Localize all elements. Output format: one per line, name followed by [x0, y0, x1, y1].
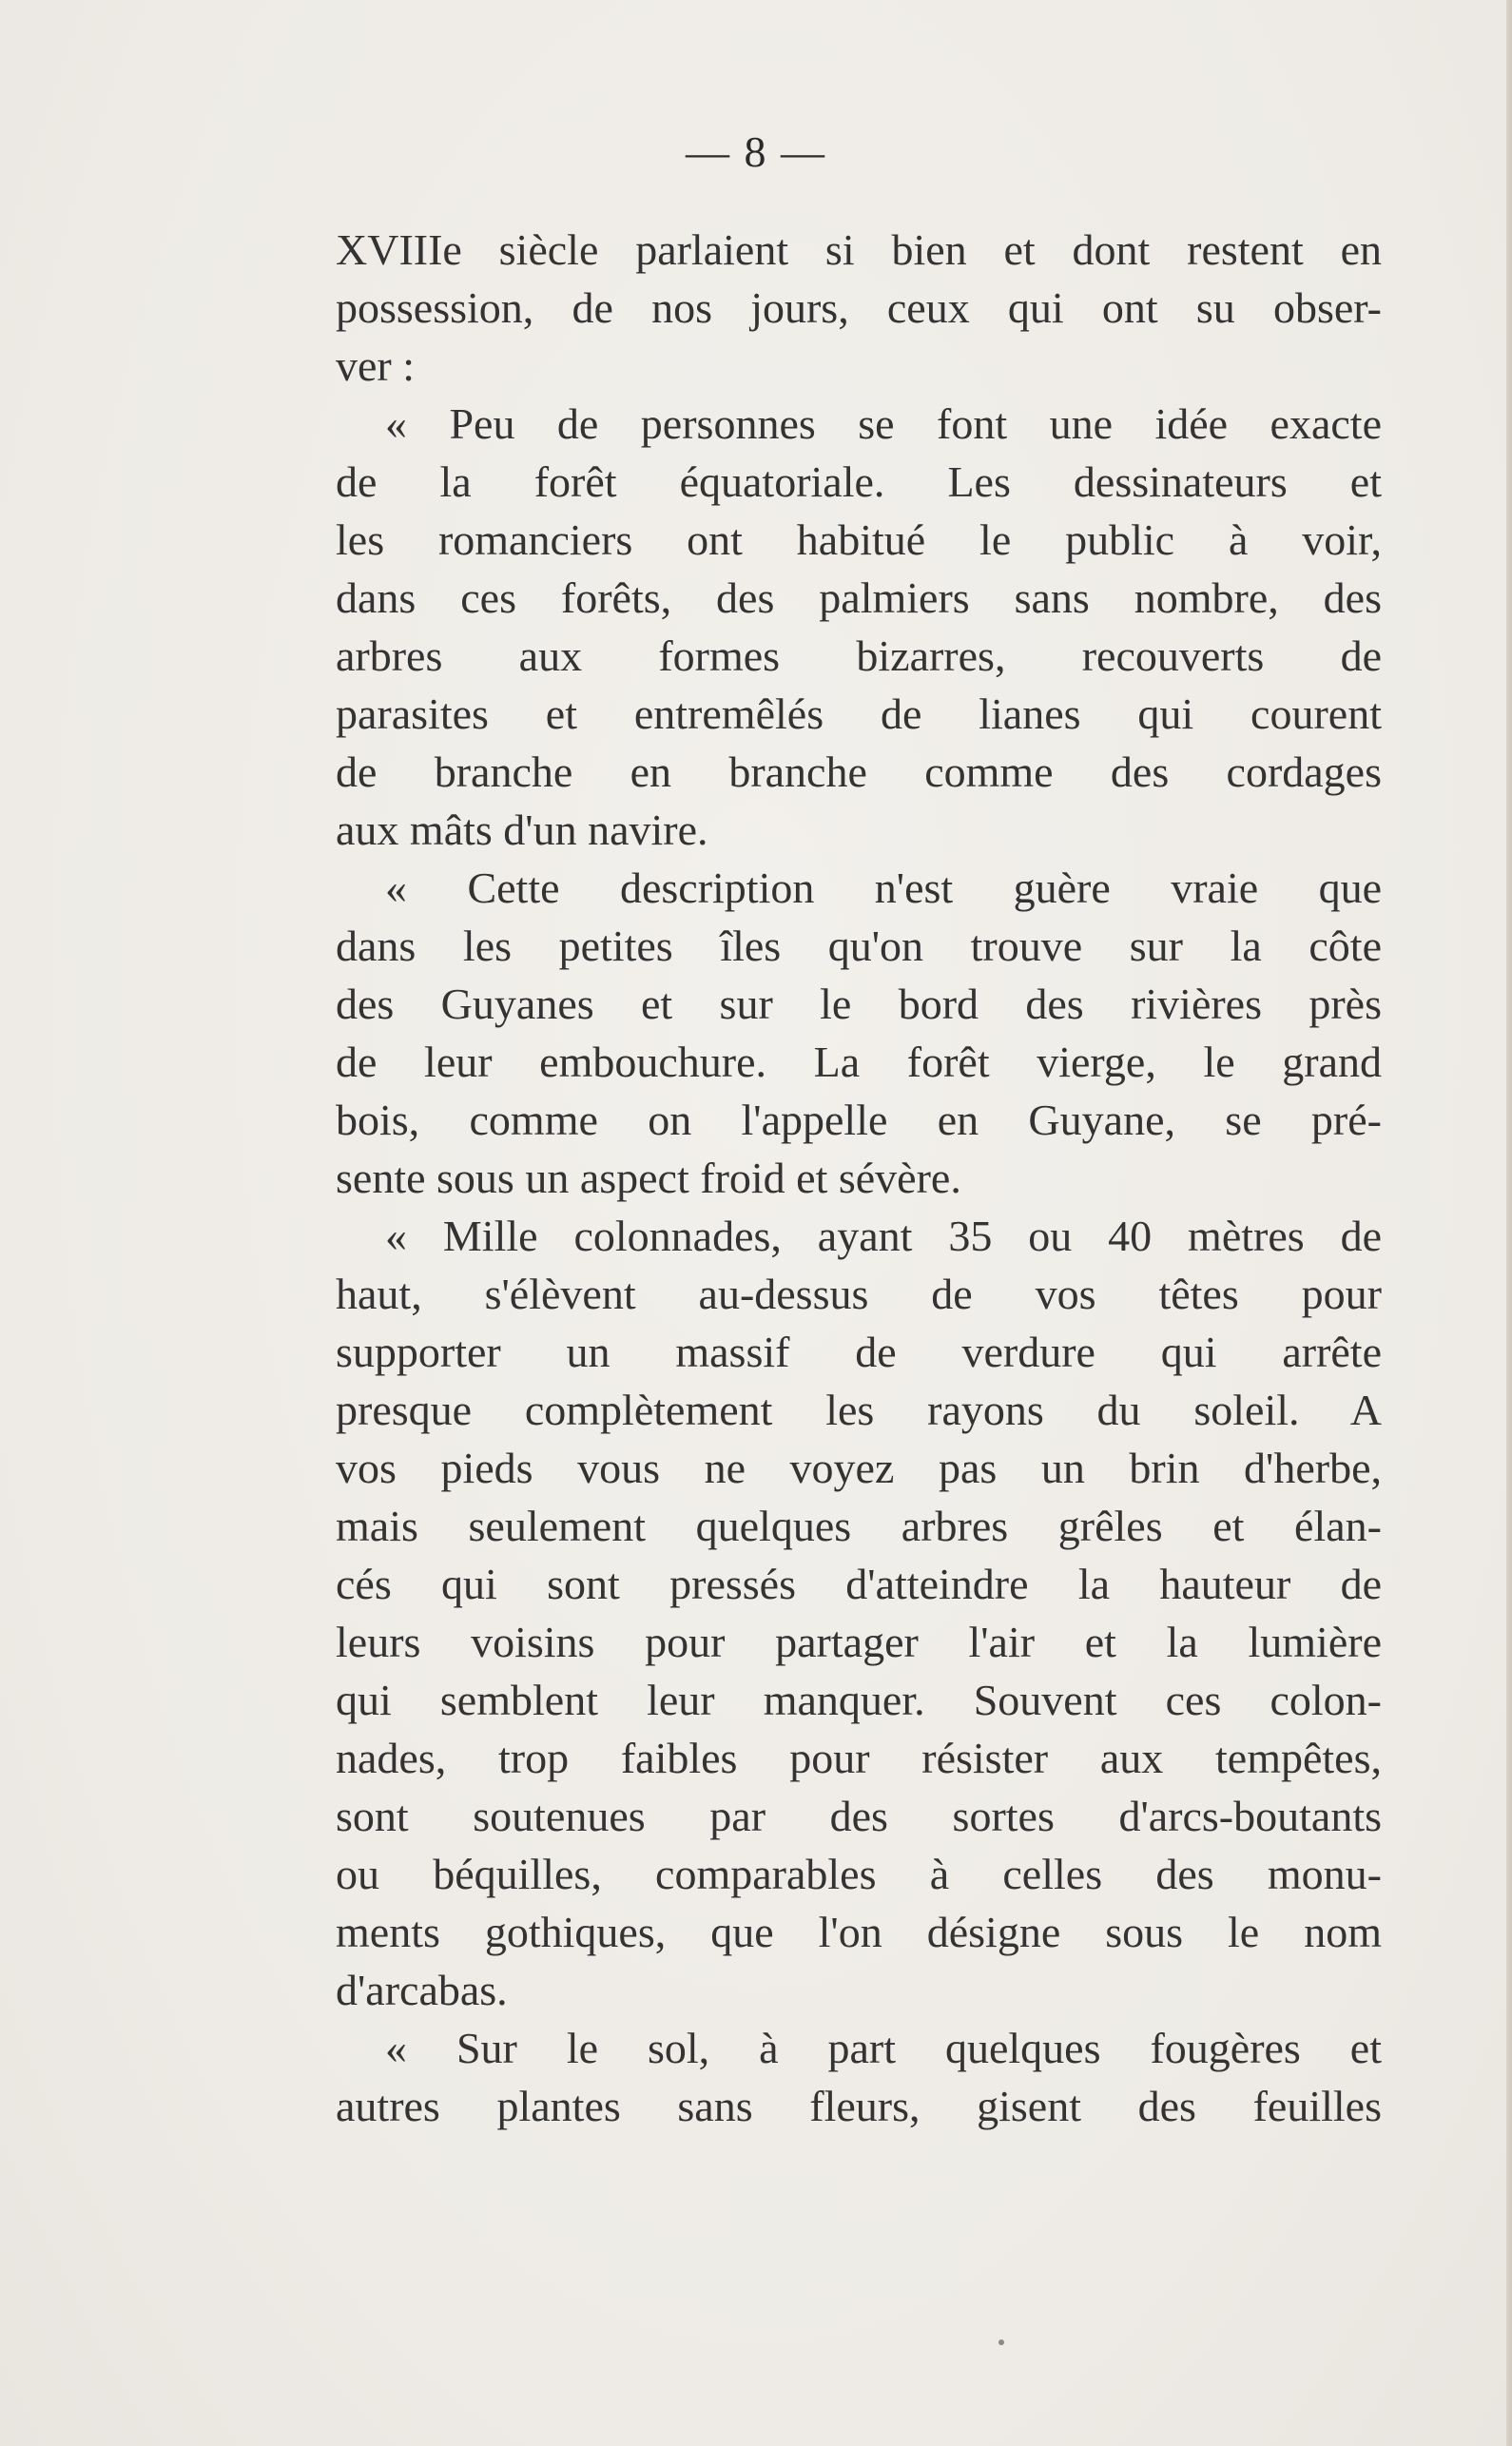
text-line: arbres aux formes bizarres, recouverts de [336, 631, 1382, 680]
text-line: parasites et entremêlés de lianes qui courent [336, 689, 1382, 738]
text-line: ver : [336, 341, 416, 390]
text-line: ments gothiques, que l'on désigne sous le nom [336, 1908, 1382, 1956]
text-line: leurs voisins pour partager l'air et la lumière [336, 1618, 1382, 1666]
text-line: autres plantes sans fleurs, gisent des feuilles [336, 2082, 1382, 2130]
text-line: haut, s'élèvent au-dessus de vos têtes pour [336, 1270, 1382, 1318]
page-number: — 8 — [686, 127, 826, 176]
text-line: dans ces forêts, des palmiers sans nombre, des [336, 573, 1382, 622]
text-line: cés qui sont pressés d'atteindre la hauteur de [336, 1560, 1382, 1608]
text-line: possession, de nos jours, ceux qui ont su obser- [336, 283, 1382, 332]
text-line: dans les petites îles qu'on trouve sur la côte [336, 922, 1382, 970]
body-text [336, 221, 1382, 2135]
text-line: vos pieds vous ne voyez pas un brin d'herbe, [336, 1444, 1382, 1492]
text-line: sont soutenues par des sortes d'arcs-boutants [336, 1792, 1382, 1840]
text-line: de la forêt équatoriale. Les dessinateurs et [336, 457, 1382, 506]
text-line: sente sous un aspect froid et sévère. [336, 1154, 961, 1202]
text-line: bois, comme on l'appelle en Guyane, se pré- [336, 1096, 1382, 1144]
text-line: qui semblent leur manquer. Souvent ces colon- [336, 1676, 1382, 1724]
text-line: presque complètement les rayons du soleil. A [336, 1386, 1382, 1434]
text-line: « Sur le sol, à part quelques fougères et [385, 2024, 1382, 2072]
text-line: aux mâts d'un navire. [336, 806, 708, 854]
text-line: « Mille colonnades, ayant 35 ou 40 mètres de [385, 1212, 1382, 1260]
text-line: XVIIIe siècle parlaient si bien et dont restent en [336, 225, 1382, 274]
text-line: nades, trop faibles pour résister aux tempêtes, [336, 1734, 1382, 1782]
text-line: « Cette description n'est guère vraie que [385, 864, 1382, 912]
text-line: mais seulement quelques arbres grêles et élan- [336, 1502, 1382, 1550]
text-line: ou béquilles, comparables à celles des monu- [336, 1850, 1382, 1898]
text-line: des Guyanes et sur le bord des rivières près [336, 980, 1382, 1028]
text-line: « Peu de personnes se font une idée exacte [385, 399, 1382, 448]
text-line: de branche en branche comme des cordages [336, 747, 1382, 796]
page-edge [1506, 0, 1512, 2446]
text-line: d'arcabas. [336, 1966, 508, 2014]
paper-speck [998, 2339, 1004, 2345]
text-line: de leur embouchure. La forêt vierge, le grand [336, 1038, 1382, 1086]
text-line: les romanciers ont habitué le public à voir, [336, 515, 1382, 564]
text-line: supporter un massif de verdure qui arrête [336, 1328, 1382, 1376]
